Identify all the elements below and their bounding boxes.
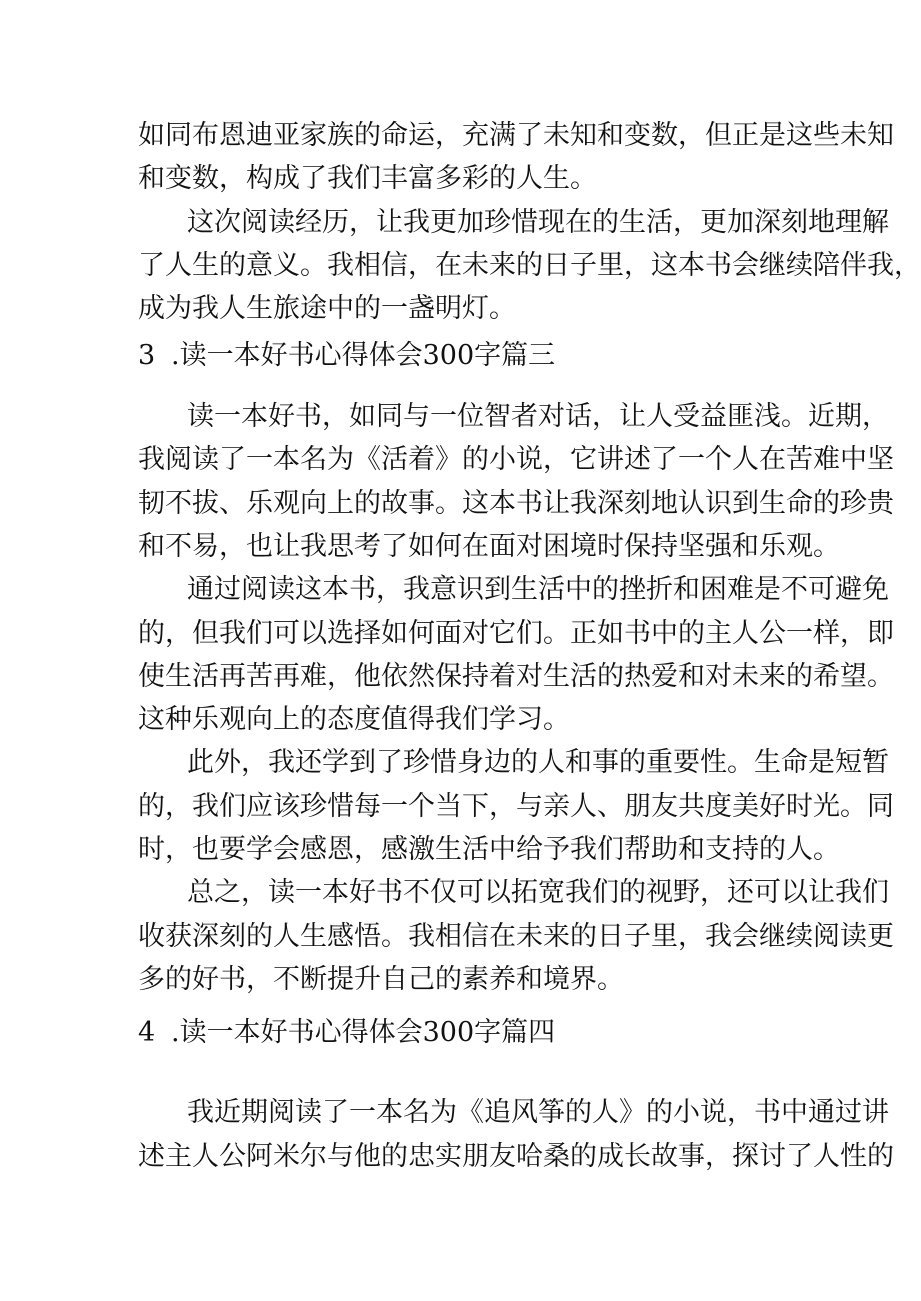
section-heading-4 [138, 1013, 555, 1053]
heading-title: .读一本好书心得体会300字篇四 [171, 1017, 556, 1048]
paragraph-line: 的，我们应该珍惜每一个当下，与亲人、朋友共度美好时光。同 [138, 791, 894, 822]
paragraph-line: 我近期阅读了一本名为《追风筝的人》的小说，书中通过讲 [187, 1097, 889, 1128]
paragraph-line: 此外，我还学到了珍惜身边的人和事的重要性。生命是短暂 [187, 747, 889, 778]
paragraph-line: 这次阅读经历，让我更加珍惜现在的生活，更加深刻地理解 [187, 207, 889, 238]
paragraph-line: 韧不拔、乐观向上的故事。这本书让我深刻地认识到生命的珍贵 [138, 488, 894, 519]
paragraph-line: 通过阅读这本书，我意识到生活中的挫折和困难是不可避免 [187, 574, 889, 605]
paragraph-line: 收获深刻的人生感悟。我相信在未来的日子里，我会继续阅读更 [138, 921, 894, 952]
paragraph-line: 和不易，也让我思考了如何在面对困境时保持坚强和乐观。 [138, 531, 840, 562]
paragraph-line: 我阅读了一本名为《活着》的小说，它讲述了一个人在苦难中坚 [138, 444, 894, 475]
paragraph-line: 如同布恩迪亚家族的命运，充满了未知和变数，但正是这些未知 [138, 120, 894, 151]
paragraph-line: 这种乐观向上的态度值得我们学习。 [138, 704, 570, 735]
section-heading-3 [138, 336, 555, 376]
paragraph-line: 述主人公阿米尔与他的忠实朋友哈桑的成长故事，探讨了人性的 [138, 1141, 894, 1172]
paragraph-line: 总之，读一本好书不仅可以拓宽我们的视野，还可以让我们 [187, 877, 889, 908]
paragraph-line: 和变数，构成了我们丰富多彩的人生。 [138, 163, 597, 194]
paragraph-line: 的，但我们可以选择如何面对它们。正如书中的主人公一样，即 [138, 618, 894, 649]
heading-title: .读一本好书心得体会300字篇三 [171, 340, 556, 371]
paragraph-line: 多的好书，不断提升自己的素养和境界。 [138, 964, 624, 995]
paragraph-line: 成为我人生旅途中的一盏明灯。 [138, 293, 516, 324]
heading-number: 3 [138, 340, 156, 371]
paragraph-line: 读一本好书，如同与一位智者对话，让人受益匪浅。近期， [187, 401, 889, 432]
heading-number: 4 [138, 1017, 156, 1048]
paragraph-line: 使生活再苦再难，他依然保持着对生活的热爱和对未来的希望。 [138, 661, 894, 692]
paragraph-line: 了人生的意义。我相信，在未来的日子里，这本书会继续陪伴我， [138, 250, 921, 281]
paragraph-line: 时，也要学会感恩，感激生活中给予我们帮助和支持的人。 [138, 834, 840, 865]
